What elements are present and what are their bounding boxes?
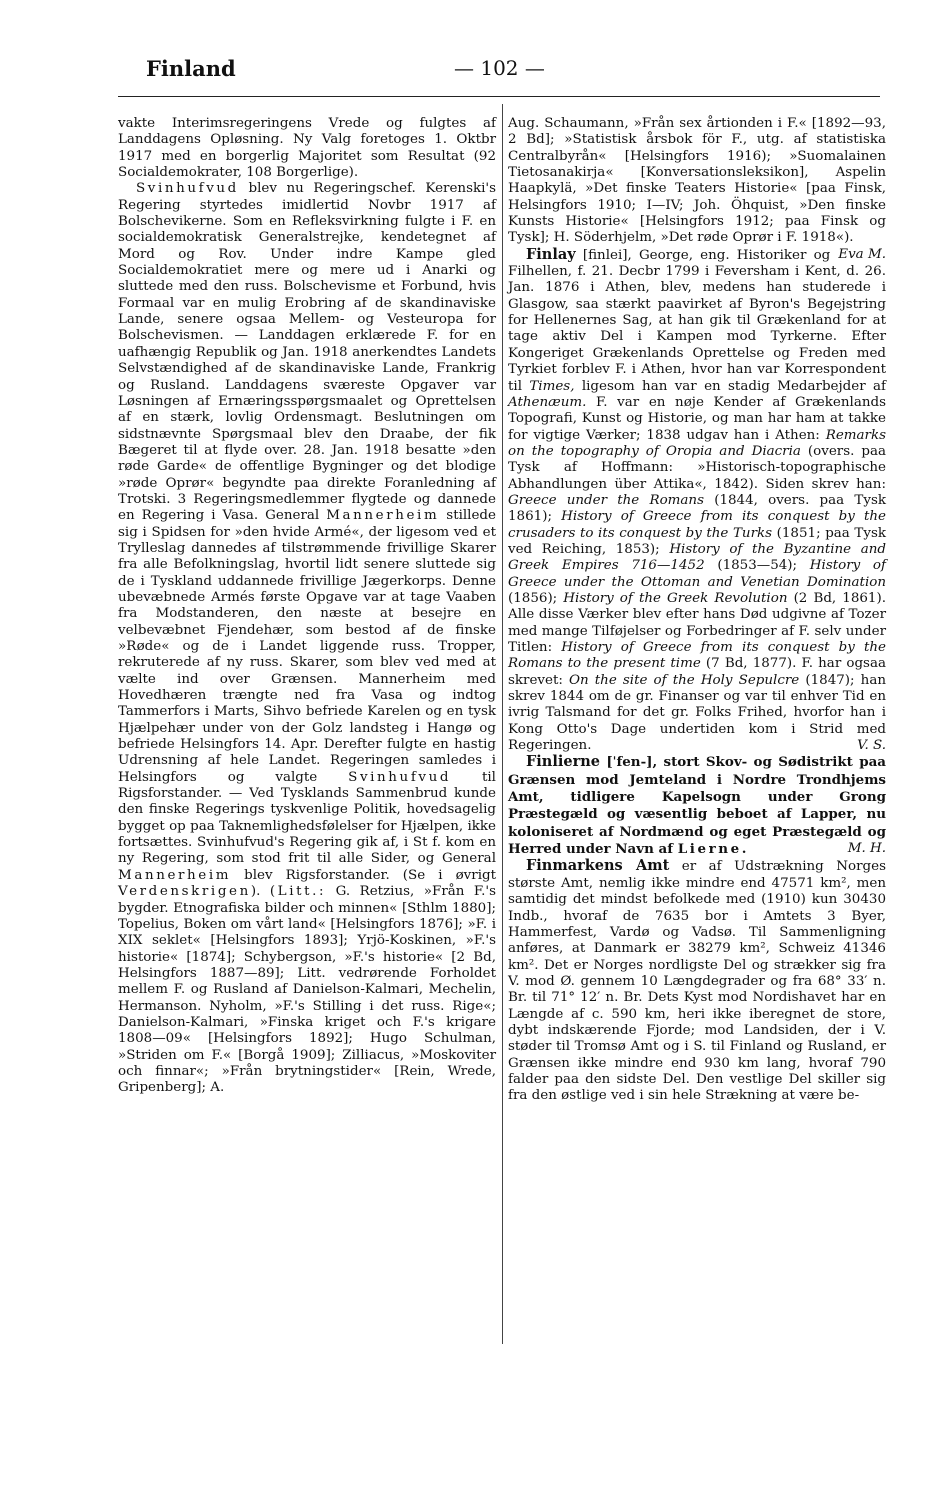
paragraph-literature-continued: Aug. Schaumann, »Från sex årtionden i F.« [1892—93, 2 Bd]; »Statistisk årsbok för F., utg. af statistiska Centralbyrån« [Helsingfors 1916); »Suomalainen Tietosanakirja« [Konversationsleksikon], Aspelin Haapkylä, »Det finske Teaters Historie« [paa Finsk, Helsingfors 1910; I—IV; Joh. Öhquist, »Den finske Kunsts Historie« [Helsingfors 1912; paa Finsk og Tysk]; H. Söderhjelm, »Det røde Oprør i F. 1918«). Eva M. bbox=[508, 116, 886, 262]
running-title: Finland bbox=[146, 56, 236, 81]
name-svinhufvud: Svinhufvud bbox=[136, 181, 239, 197]
name-svinhufvud-2: Svinhufvud bbox=[348, 769, 452, 785]
name-mannerheim-2: Mannerheim bbox=[118, 867, 232, 883]
entry-finmarkens-amt: Finmarkens Amt er af Udstrækning Norges største Amt, nemlig ikke mindre end 47571 km², men samtidig det mindst befolkede med (1910) kun 30430 Indb., hvoraf de 7635 bor i Amtets 3 Byer, Hammerfest, Vardø og Vadsø. Til Sammenligning anføres, at Danmark er 38279 km², Schweiz 41346 km². Det er Norges nordligste Del og strækker sig fra V. mod Ø. gennem 10 Længdegrader og fra 68° 33′ n. Br. til 71° 12′ n. Br. Dets Kyst mod Nordishavet har en Længde af c. 590 km, heri ikke iberegnet de store, dybt indskærende Fjorde; mod Landsiden, der i V. støder til Tromsø Amt og i S. til Finland og Rusland, er Grænsen ikke mindre end 930 km lang, hvoraf 790 falder paa den sidste Del. Den vestlige Del skiller sig fra den østlige ved i sin hele Strækning at være be- bbox=[508, 857, 887, 1104]
paragraph-continued: vakte Interimsregeringens Vrede og fulgtes af Landdagens Opløsning. Ny Valg foretoges 1. Oktbr 1917 med en borgerlig Majoritet som Resultat (92 Socialdemokrater, 108 Borgerlige). bbox=[118, 116, 496, 181]
right-column bbox=[508, 116, 886, 1105]
entry-finlay: Finlay [finlei], George, eng. Historiker og Filhellen, f. 21. Decbr 1799 i Feversham i Kent, d. 26. Jan. 1876 i Athen, blev, medens han studerede i Glasgow, saa stærkt paavirket af Byron's Begejstring for Hellenernes Sag, at han gik til Grækenland for at tage aktiv Del i Kampen mod Tyrkerne. Efter Kongeriget Grækenlands Oprettelse og Freden med Tyrkiet forblev F. i Athen, hvor han var Korrespondent til Times, ligesom han var en stadig Medarbejder af Athenæum. F. var en nøje Kender af Grækenlands Topografi, Kunst og Historie, og man har ham at takke for vigtige Værker; 1838 udgav han i Athen: Remarks on the topography of Oropia and Diacria (overs. paa Tysk af Hoffmann: »Historisch-topographische Abhandlungen über Attika«, 1842). Siden skrev han: Greece under the Romans (1844, overs. paa Tysk 1861); History of Greece from its conquest by the crusaders to its conquest by the Turks (1851; paa Tysk ved Reiching, 1853); History of the Byzantine and Greek Empires 716—1452 (1853—54); History of Greece under the Ottoman and Venetian Domination (1856); History of the Greek Revolution (2 Bd, 1861). Alle disse Værker blev efter hans Død udgivne af Tozer med mange Tilføjelser og Forbedringer af F. selv under Titlen: History of Greece from its conquest by the Romans to the present time (7 Bd, 1877). F. har ogsaa skrevet: On the site of the Holy Sepulcre (1847); han skrev 1844 om de gr. Finanser og var til enhver Tid en ivrig Talsmand for det gr. Folks Frihed, hvorfor han i Kong Otto's Dage undertiden kom i Strid med Regeringen. V. S. bbox=[508, 245, 886, 754]
column-divider bbox=[502, 104, 503, 1344]
ref-verdenskrigen: Verdenskrigen bbox=[118, 884, 251, 900]
paragraph-svinhufvud: Svinhufvud blev nu Regeringschef. Kerenski's Regering styrtedes imidlertid Novbr 1917 af Bolschevikerne. Som en Refleksvirkning fulgte i F. en socialdemokratisk Generalstrejke, kendetegnet af Mord og Rov. Under indre Kampe gled Socialdemokratiet mere og mere ud i Anarki og sluttede med den russ. Bolschevisme et Forbund, hvis Formaal var en mulig Erobring af de skandinaviske Lande, senere ogsaa Mellem- og Vesteuropa for Bolschevismen. — Landdagen erklærede F. for en uafhængig Republik og Jan. 1918 anerkendtes Landets Selvstændighed af de skandinaviske Lande, Frankrig og Rusland. Landdagens sværeste Opgaver var Løsningen af Ernæringsspørgsmaalet og Oprettelsen af en stærk, lovlig Ordensmagt. Beslutningen om sidstnævnte Spørgsmaal blev den Draabe, der fik Bægeret til at flyde over. 28. Jan. 1918 besatte »den røde Garde« de offentlige Bygninger og det blodige »røde Oprør« begyndte paa direkte Foranledning af Trotski. 3 Regeringsmedlemmer flygtede og dannede en Regering i Vasa. General Mannerheim stillede sig i Spidsen for »den hvide Armé«, der ligesom ved et Trylleslag dannedes af tilstrømmende frivillige Skarer fra alle Befolkningslag, hvortil lidt senere sluttede sig de i Tyskland uddannede frivillige Jægerkorps. Denne ubevæbnede Armés første Opgave var at tage Vaaben fra Modstanderen, den næste at besejre en velbevæbnet Fjendehær, som bestod af de finske »Røde« og de i Landet liggende russ. Tropper, rekruterede af ny russ. Skarer, som blev ved med at vælte ind over Grænsen. Mannerheim med Hovedhæren trængte ned fra Vasa og indtog Tammerfors i Marts, Sihvo befriede Karelen og en tysk Hjælpehær under von der Golz landsteg i Hangø og befriede Helsingfors 14. Apr. Derefter fulgte en hastig Udrensning af hele Landet. Regeringen samledes i Helsingfors og valgte Svinhufvud til Rigsforstander. — Ved Tysklands Sammenbrud kunde den finske Regerings tyskvenlige Politik, hovedsagelig bygget op paa Taknemlighedsfølelser for Hjælpen, ikke fortsættes. Svinhufvud's Regering gik af, i St f. kom en ny Regering, som stod frit til alle Sider, og General Mannerheim blev Rigsforstander. (Se i øvrigt Verdenskrigen). (Litt.: G. Retzius, »Från F.'s bygder. Etnografiska bilder och minnen« [Sthlm 1880]; Topelius, Boken om vårt land« [Helsingfors 1876]; »F. i XIX seklet« [Helsingfors 1893]; Yrjö-Koskinen, »F.'s historie« [1874]; Schybergson, »F.'s historie« [2 Bd, Helsingfors 1887—89]; Litt. vedrørende Forholdet mellem F. og Rusland af Danielson-Kalmari, Mechelin, Hermanson. Nyholm, »F.'s Stilling i det russ. Rige«; Danielson-Kalmari, »Finska kriget och F.'s krigare 1808—09« [Helsingfors 1892]; Hugo Schulman, »Striden om F.« [Borgå 1909]; Zilliacus, »Moskoviter och finnar«; »Från brytningstider« [Rein, Wrede, Gripenberg]; A. bbox=[118, 181, 496, 1096]
page-header bbox=[118, 56, 878, 86]
header-rule bbox=[118, 96, 880, 97]
author-signature: Eva M. bbox=[838, 246, 886, 262]
author-signature: M. H. bbox=[847, 841, 886, 857]
author-signature: V. S. bbox=[857, 738, 886, 754]
name-mannerheim: Mannerheim bbox=[326, 508, 440, 524]
headword-finlierne: Finlierne bbox=[526, 753, 600, 771]
headword-finmarkens-amt: Finmarkens Amt bbox=[526, 857, 670, 875]
left-column bbox=[118, 116, 496, 1097]
entry-finlierne: Finlierne [ˈfen-], stort Skov- og Sødistrikt paa Grænsen mod Jemteland i Nordre Trondhjems Amt, tidligere Kapelsogn under Grong Præstegæld og væsentlig beboet af Lapper, nu koloniseret af Nordmænd og eget Præstegæld og Herred under Navn af Lierne. M. H. bbox=[508, 753, 886, 858]
literature-list: G. Retzius, »Från F.'s bygder. Etnografiska bilder och minnen« [Sthlm 1880]; Topelius, Boken om vårt land« [Helsingfors 1876]; »F. i XIX seklet« [Helsingfors 1893]; Yrjö-Koskinen, »F.'s historie« [1874]; Schybergson, »F.'s historie« [2 Bd, Helsingfors 1887—89]; Litt. vedrørende Forholdet mellem F. og Rusland af Danielson-Kalmari, Mechelin, Hermanson. Nyholm, »F.'s Stilling i det russ. Rige«; Danielson-Kalmari, »Finska kriget och F.'s krigare 1808—09« [Helsingfors 1892]; Hugo Schulman, »Striden om F.« [Borgå 1909]; Zilliacus, »Moskoviter och finnar«; »Från brytningstider« [Rein, Wrede, Gripenberg]; A. bbox=[118, 884, 496, 1096]
literature-label: (Litt.: bbox=[269, 884, 327, 900]
page-number: — 102 — bbox=[454, 56, 545, 80]
ref-lierne: Lierne. bbox=[677, 841, 750, 858]
headword-finlay: Finlay bbox=[526, 245, 576, 263]
